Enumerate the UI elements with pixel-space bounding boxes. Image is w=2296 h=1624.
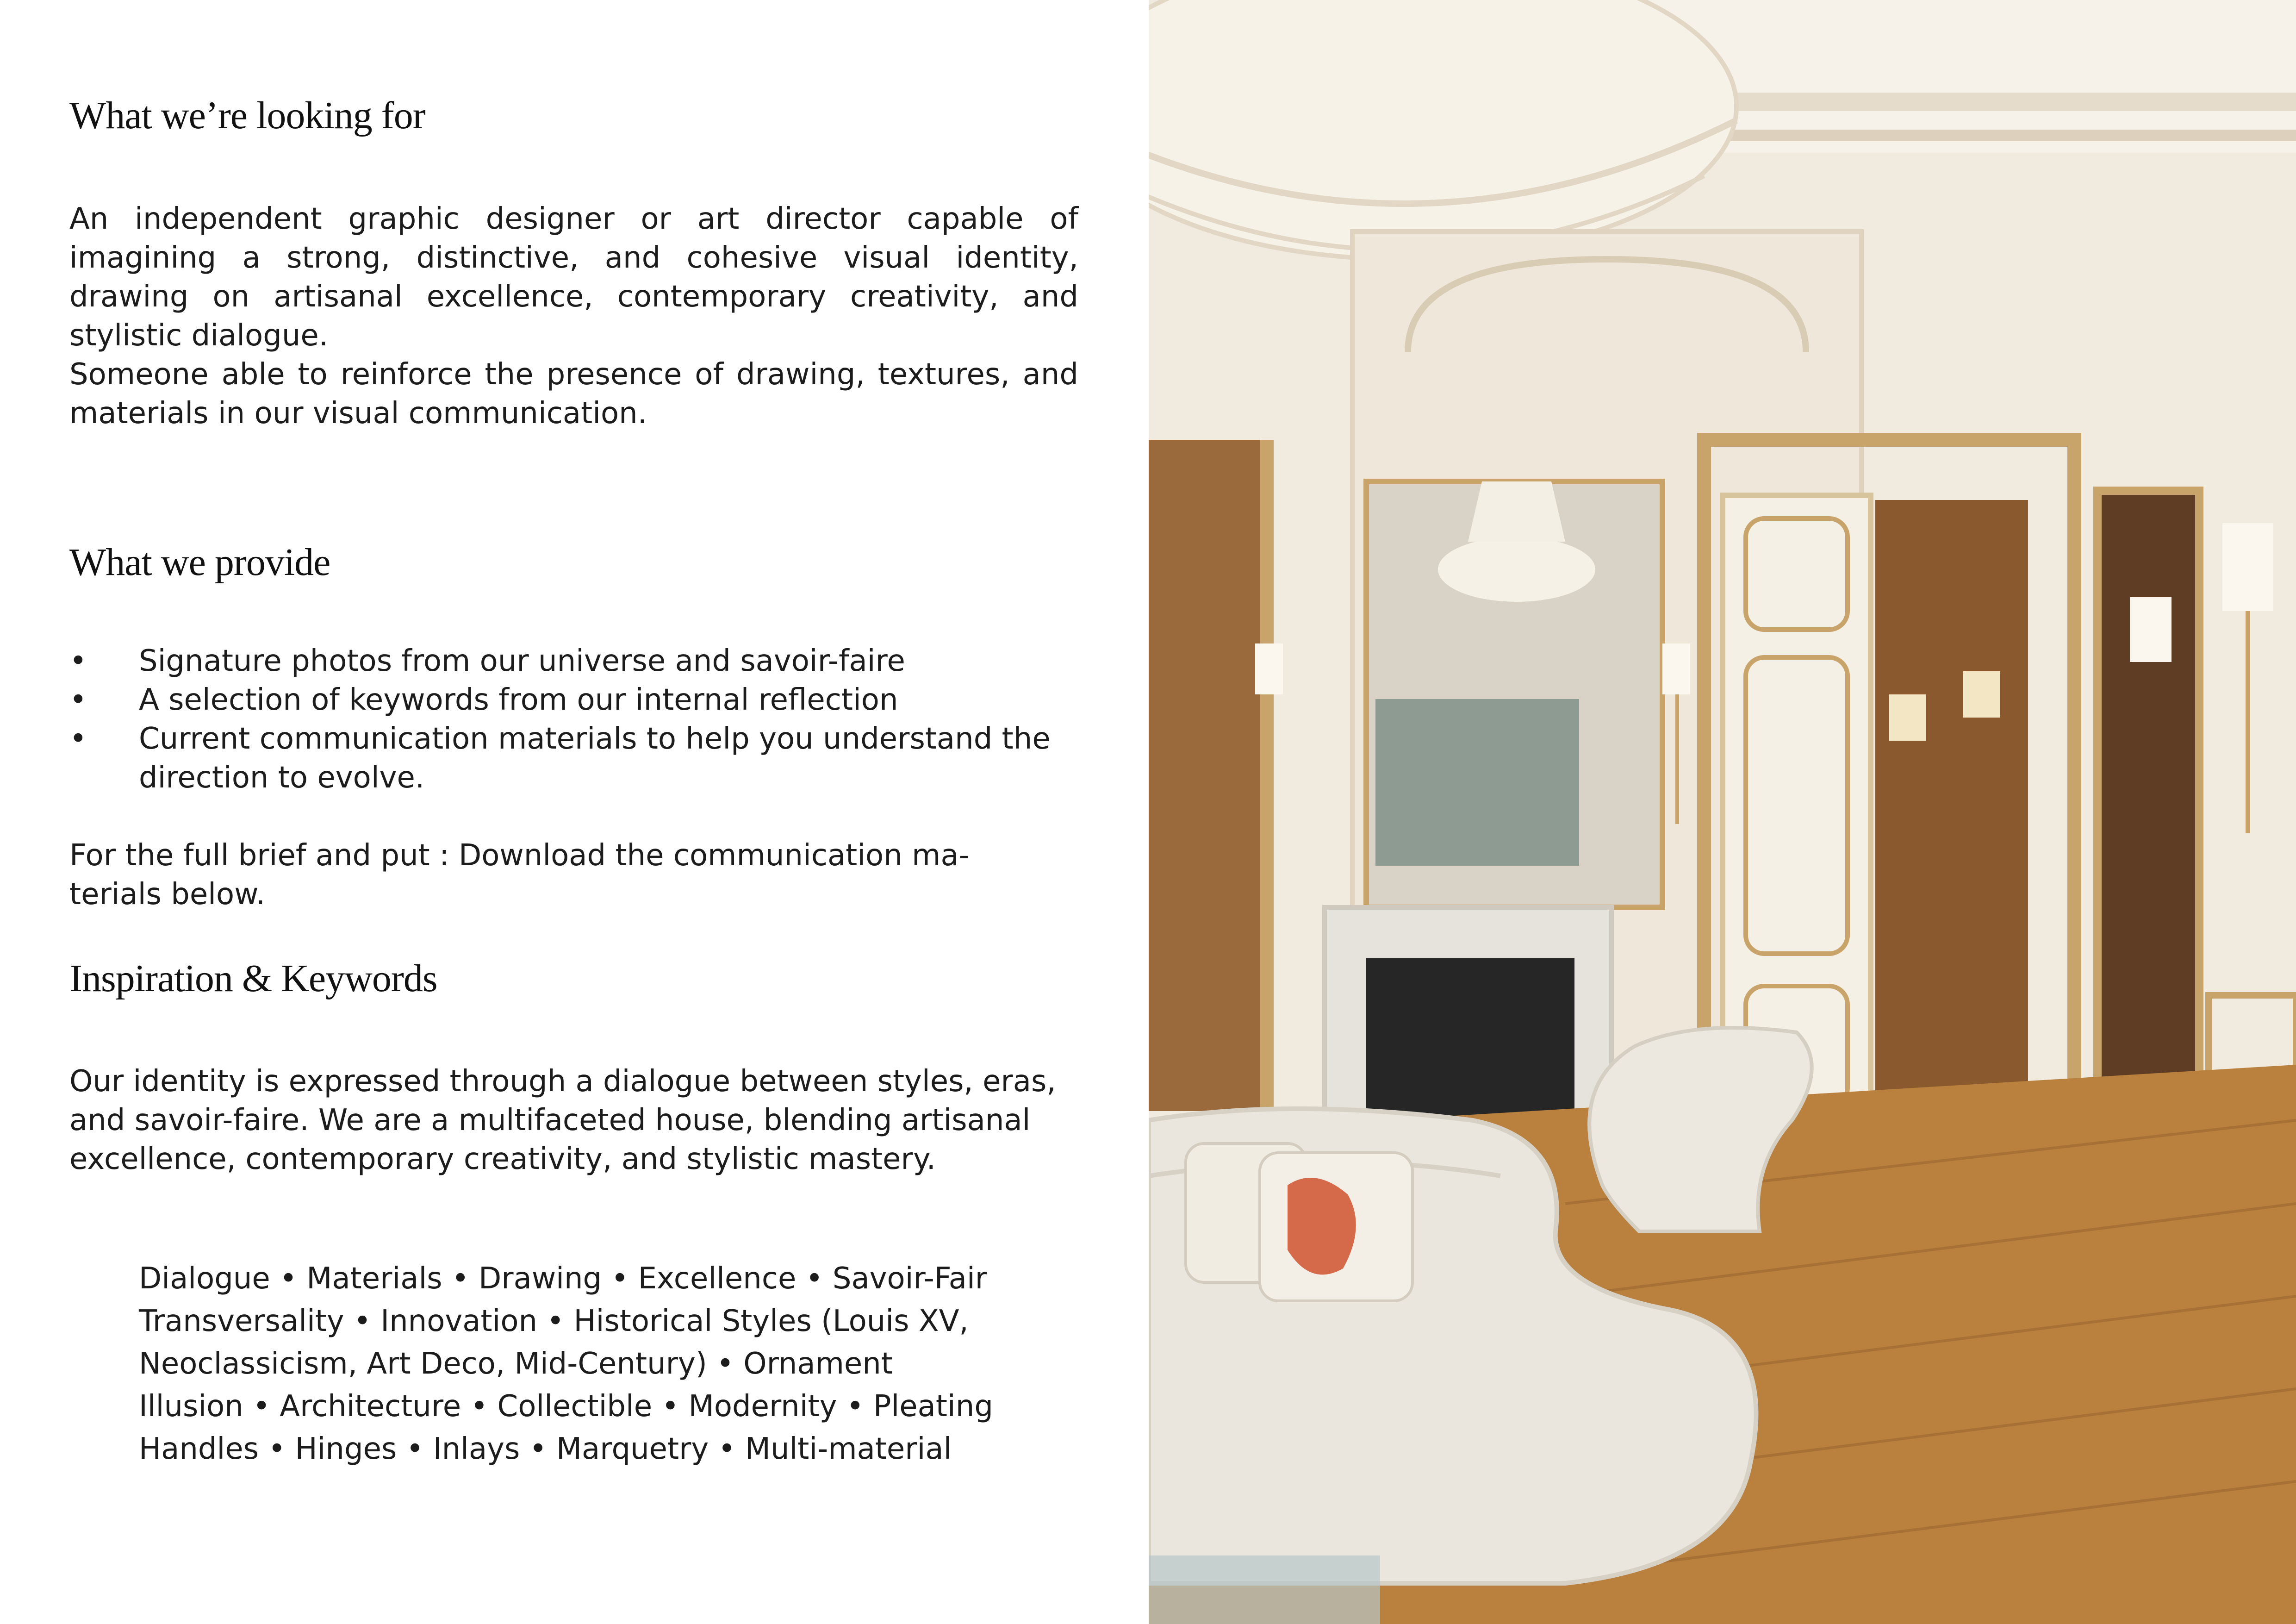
download-note-line-2: terials below. bbox=[69, 877, 265, 912]
interior-illustration bbox=[1149, 0, 2296, 1624]
keyword-line: Neoclassicism, Art Deco, Mid-Century) • Ornament bbox=[139, 1347, 893, 1381]
bullet-icon: • bbox=[69, 721, 87, 756]
list-item-text: Signature photos from our universe and savoir-faire bbox=[139, 643, 905, 678]
looking-for-paragraph: An independent graphic designer or art director capable of imagining a strong, distinctive, and cohesive visual identity, drawing on artisanal excellence, contemporary creativity, and stylistic dialogue. bbox=[69, 201, 1078, 353]
heading-looking-for: What we’re looking for bbox=[69, 94, 425, 137]
inspiration-paragraph: Our identity is expressed through a dialogue between styles, eras, and savoir-faire. We are a multifaceted house, blending artisanal excellence, contemporary creativity, and stylistic mastery. bbox=[69, 1064, 1056, 1177]
text-column bbox=[69, 93, 1078, 1470]
list-item bbox=[69, 642, 1078, 681]
interior-photo-icon bbox=[1149, 0, 2296, 1624]
keyword-line: Illusion • Architecture • Collectible • Modernity • Pleating bbox=[139, 1389, 993, 1424]
bullet-icon: • bbox=[69, 682, 87, 717]
list-item-text: Current communication materials to help you understand the direction to evolve. bbox=[139, 721, 1051, 795]
heading-inspiration: Inspiration & Keywords bbox=[69, 956, 437, 1000]
looking-for-paragraph-2: Someone able to reinforce the presence of drawing, textures, and materials in our visual communication. bbox=[69, 357, 1078, 431]
list-item-text: A selection of keywords from our internal reflection bbox=[139, 682, 898, 717]
provide-list bbox=[69, 642, 1078, 797]
keyword-line: Handles • Hinges • Inlays • Marquetry • Multi-material bbox=[139, 1432, 952, 1467]
list-item bbox=[69, 719, 1078, 797]
heading-provide: What we provide bbox=[69, 540, 330, 584]
download-note-line-1: For the full brief and put : Download the communication ma- bbox=[69, 838, 970, 873]
keyword-line: Dialogue • Materials • Drawing • Excellence • Savoir-Fair bbox=[139, 1262, 988, 1296]
keywords-block bbox=[139, 1257, 1088, 1470]
bullet-icon: • bbox=[69, 643, 87, 678]
download-note bbox=[69, 836, 1078, 914]
keyword-line: Transversality • Innovation • Historical Styles (Louis XV, bbox=[139, 1304, 969, 1339]
list-item bbox=[69, 681, 1078, 719]
